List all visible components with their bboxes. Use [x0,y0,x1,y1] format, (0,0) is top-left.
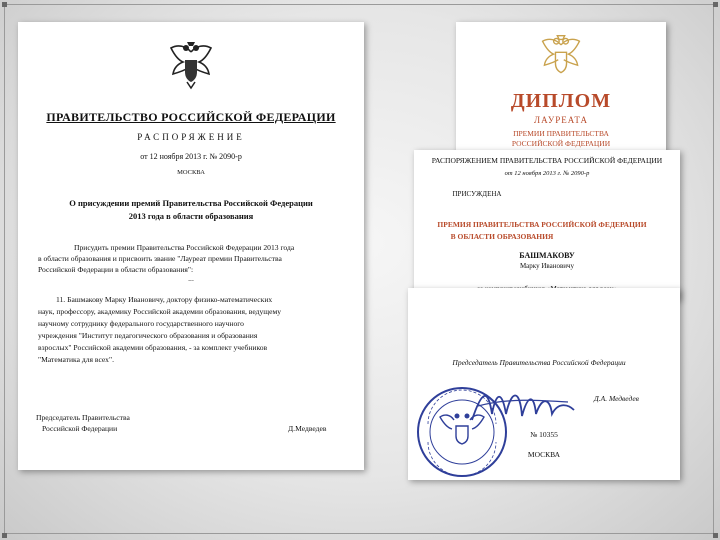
frame-corner [2,533,7,538]
frame-corner [713,533,718,538]
frame-corner [713,2,718,7]
signature-signer: Д.А. Медведев [594,394,639,403]
award-page [414,150,680,300]
diploma-prize-line: ПРЕМИИ ПРАВИТЕЛЬСТВА [513,129,609,138]
order-city: МОСКВА [177,169,205,176]
order-subject-line: 2013 года в области образования [128,211,254,221]
order-item-line: 11. Башмакову Марку Ивановичу, доктору физико-математических [56,295,273,304]
signature-chairman: Председатель Правительства Российской Федерации [452,358,626,367]
government-order-document [18,22,364,470]
order-subject-line: О присуждении премий Правительства Российской Федерации [69,198,313,208]
diploma-laureate: ЛАУРЕАТА [534,115,588,125]
signature-page [408,288,680,480]
order-body-line: в области образования и присвоить звание "Лауреат премии Правительства [38,254,282,263]
diploma-prize-line: РОССИЙСКОЙ ФЕДЕРАЦИИ [511,139,611,148]
award-given-name: Марку Ивановичу [519,262,575,270]
award-date-number: от 12 ноября 2013 г. № 2090-р [504,170,590,177]
order-signer-title: Российской Федерации [42,424,118,433]
signature-scribble-icon [468,384,578,428]
order-doc-type: РАСПОРЯЖЕНИЕ [137,132,245,142]
signature-city: МОСКВА [527,450,561,459]
award-awarded: ПРИСУЖДЕНА [452,190,502,198]
order-item-line: учреждения "Институт педагогического образования и образования [38,331,258,340]
frame-corner [2,2,7,7]
award-surname: БАШМАКОВУ [519,251,575,260]
award-prize-line: В ОБЛАСТИ ОБРАЗОВАНИЯ [450,232,554,241]
coat-of-arms-icon [539,32,583,80]
order-item-line: наук, профессору, академику Российской академии образования, ведущему [38,307,282,316]
signature-number: № 10355 [530,430,558,439]
award-header: РАСПОРЯЖЕНИЕМ ПРАВИТЕЛЬСТВА РОССИЙСКОЙ ФЕДЕРАЦИИ [431,156,663,165]
order-item-line: научному сотруднику федерального государственного научного [38,319,244,328]
order-date-number: от 12 ноября 2013 г. № 2090-р [140,152,242,161]
diploma-title: ДИПЛОМ [510,90,612,112]
order-body-line: Российской Федерации в области образования": [38,265,194,274]
order-item-line: "Математика для всех". [38,355,114,364]
order-government-title: ПРАВИТЕЛЬСТВО РОССИЙСКОЙ ФЕДЕРАЦИИ [46,110,336,124]
coat-of-arms-icon [168,38,214,90]
order-body-line: Присудить премии Правительства Российской Федерации 2013 года [74,243,295,252]
order-signer-title: Председатель Правительства [36,413,130,422]
order-item-line: взрослых" Российской академии образования, - за комплект учебников [38,343,268,352]
award-prize-line: ПРЕМИЯ ПРАВИТЕЛЬСТВА РОССИЙСКОЙ ФЕДЕРАЦИИ [437,220,647,229]
order-signer-name: Д.Медведев [288,424,327,433]
order-ellipsis: ... [188,274,194,283]
